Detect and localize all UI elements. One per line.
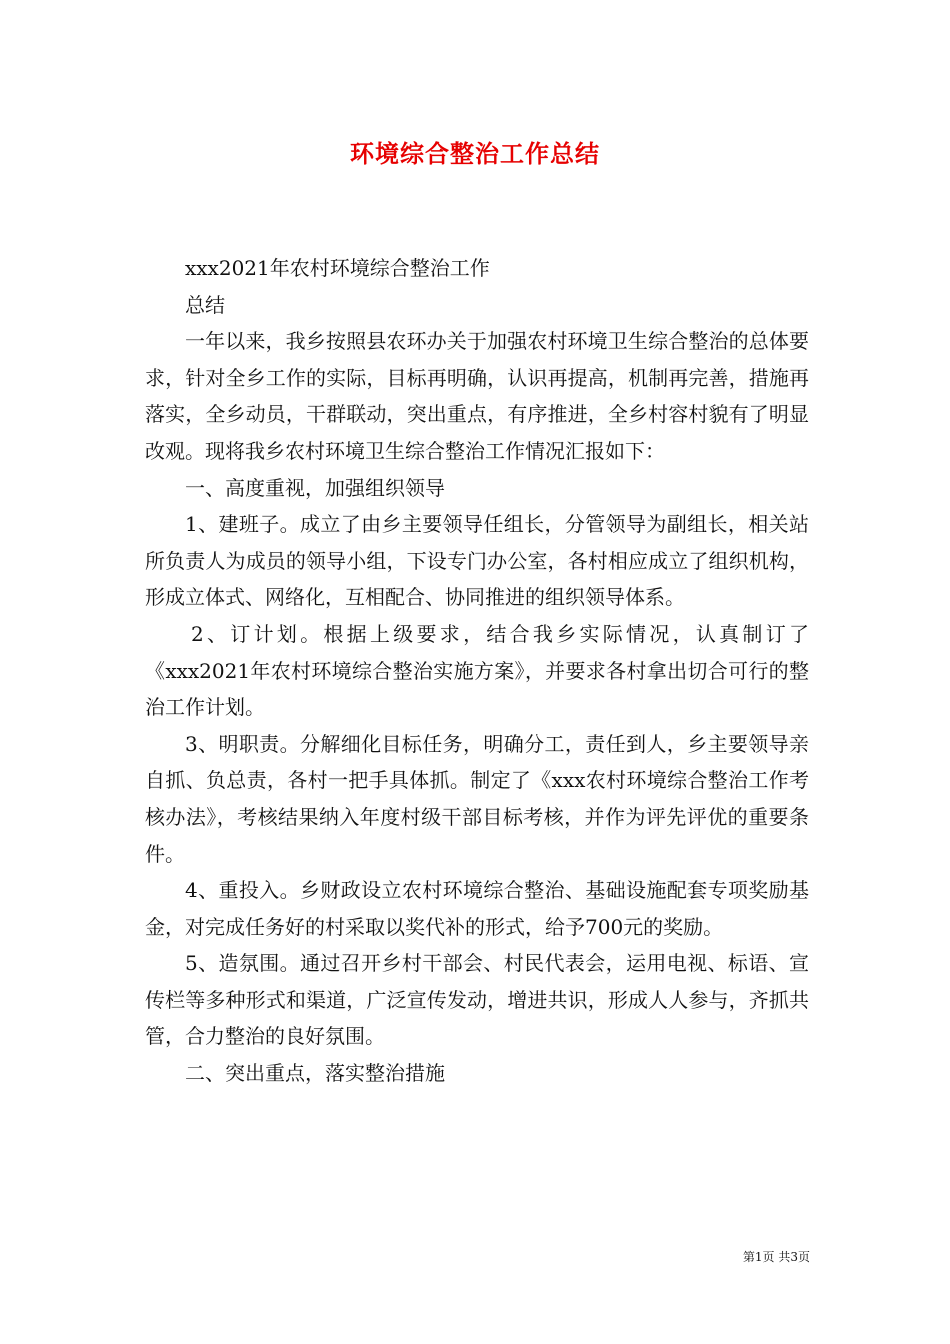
document-title: 环境综合整治工作总结 [350,139,600,168]
subheading-line-1: xxx2021年农村环境综合整治工作 [185,256,490,280]
paragraph-item-2: 2、订计划。根据上级要求，结合我乡实际情况，认真制订了《xxx2021年农村环境综合整治实施方案》，并要求各村拿出切合可行的整治工作计划。 [145,621,809,720]
paragraph-item-3: 3、明职责。分解细化目标任务，明确分工，责任到人，乡主要领导亲自抓、负总责，各村一把手具体抓。制定了《xxx农村环境综合整治工作考核办法》，考核结果纳入年度村级干部目标考核，并作为评先评优的重要条件。 [145,731,809,866]
section-heading-1: 一、高度重视，加强组织领导 [185,475,445,500]
page-number: 第1页 共3页 [742,1250,810,1264]
document-body [145,250,809,1092]
paragraph-item-5: 5、造氛围。通过召开乡村干部会、村民代表会，运用电视、标语、宣传栏等多种形式和渠道，广泛宣传发动，增进共识，形成人人参与，齐抓共管，合力整治的良好氛围。 [145,951,809,1049]
section-heading-2: 二、突出重点，落实整治措施 [185,1061,445,1086]
paragraph-item-1: 1、建班子。成立了由乡主要领导任组长，分管领导为副组长，相关站所负责人为成员的领导小组，下设专门办公室，各村相应成立了组织机构，形成立体式、网络化，互相配合、协同推进的组织领导体系。 [145,512,809,610]
paragraph-intro: 一年以来，我乡按照县农环办关于加强农村环境卫生综合整治的总体要求，针对全乡工作的实际，目标再明确，认识再提高，机制再完善，措施再落实，全乡动员，干群联动，突出重点，有序推进，全乡村容村貌有了明显改观。现将我乡农村环境卫生综合整治工作情况汇报如下： [145,329,809,463]
subheading-line-2: 总结 [185,292,225,317]
paragraph-item-4: 4、重投入。乡财政设立农村环境综合整治、基础设施配套专项奖励基金，对完成任务好的村采取以奖代补的形式，给予700元的奖励。 [145,878,809,939]
